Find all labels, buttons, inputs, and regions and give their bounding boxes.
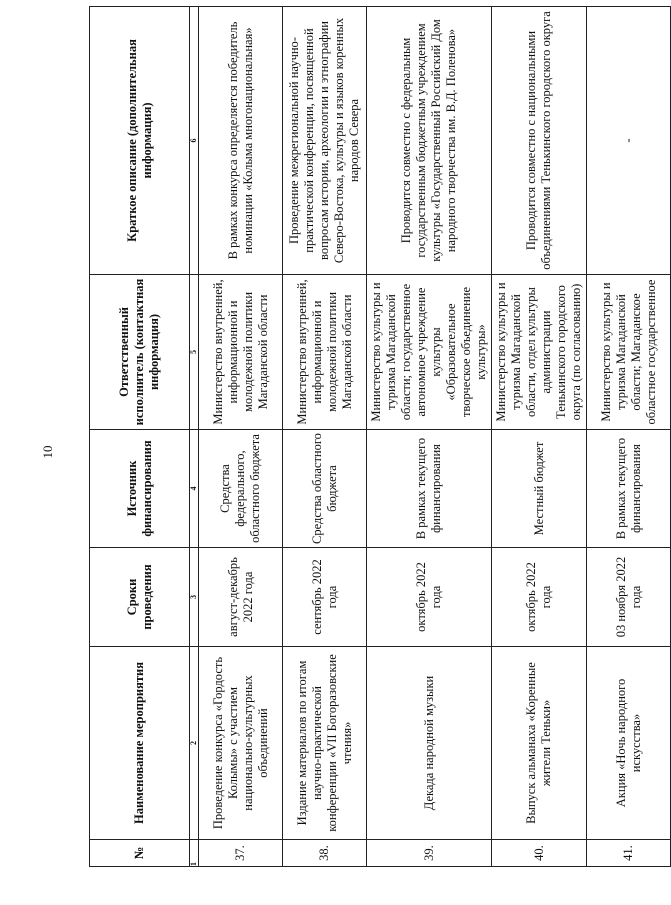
row-description: В рамках конкурса определяется победитель номинации «Колыма многонациональная» (199, 7, 283, 275)
row-dates: октябрь 2022 года (492, 548, 587, 647)
row-dates: сентябрь 2022 года (283, 548, 367, 647)
row-name: Акция «Ночь народного искусства» (587, 647, 671, 840)
table-row (199, 7, 283, 867)
row-source: В рамках текущего финансирования (367, 430, 492, 548)
column-number: 2 (190, 647, 199, 840)
header-executor: Ответственный исполнитель (контактная информация) (90, 275, 190, 430)
rotated-table-wrapper (89, 7, 658, 867)
row-num: 38. (283, 840, 367, 867)
row-name: Издание материалов по итогам научно-практической конференции «VII Богоразовские чтения» (283, 647, 367, 840)
header-source: Источник финансирования (90, 430, 190, 548)
column-number: 3 (190, 548, 199, 647)
row-executor: Министерство культуры и туризма Магаданской области; государственное автономное учреждение культуры «Образовательное творческое объединение культуры» (367, 275, 492, 430)
row-dates: август-декабрь 2022 года (199, 548, 283, 647)
row-name: Декада народной музыки (367, 647, 492, 840)
row-dates: 03 ноября 2022 года (587, 548, 671, 647)
row-source: В рамках текущего финансирования (587, 430, 671, 548)
row-num: 37. (199, 840, 283, 867)
row-dates: октябрь 2022 года (367, 548, 492, 647)
column-number: 6 (190, 7, 199, 275)
page-number: 10 (40, 445, 55, 459)
row-executor: Министерство культуры и туризма Магаданской области; Магаданское областное государственное (587, 275, 671, 430)
table-row (367, 7, 492, 867)
row-num: 41. (587, 840, 671, 867)
events-table (89, 6, 671, 867)
header-num: № (90, 840, 190, 867)
row-description: Проводится совместно с федеральным государственным бюджетным учреждением культуры «Государственный Российский Дом народного творчества им. В.Д. Поленова» (367, 7, 492, 275)
header-description: Краткое описание (дополнительная информация) (90, 7, 190, 275)
row-name: Проведение конкурса «Гордость Колымы» с участием национально-культурных объединений (199, 647, 283, 840)
column-number: 5 (190, 275, 199, 430)
header-name: Наименование мероприятия (90, 647, 190, 840)
row-executor: Министерство внутренней, информационной и молодежной политики Магаданской области (283, 275, 367, 430)
row-description: Проведение межрегиональной научно-практической конференции, посвященной вопросам истории, археологии и этнографии Северо-Востока, культуры и языков коренных народов Севера (283, 7, 367, 275)
header-dates: Сроки проведения (90, 548, 190, 647)
table-row (283, 7, 367, 867)
header-row (90, 7, 190, 867)
row-description: Проводится совместно с национальными объединениями Тенькинского городского округа (492, 7, 587, 275)
row-name: Выпуск альманаха «Коренные жители Теньки» (492, 647, 587, 840)
column-number-row (190, 7, 199, 867)
row-source: Средства областного бюджета (283, 430, 367, 548)
row-num: 39. (367, 840, 492, 867)
column-number: 1 (190, 840, 199, 867)
row-description: - (587, 7, 671, 275)
table-row (587, 7, 671, 867)
row-num: 40. (492, 840, 587, 867)
row-executor: Министерство внутренней, информационной и молодежной политики Магаданской области (199, 275, 283, 430)
table-row (492, 7, 587, 867)
row-executor: Министерство культуры и туризма Магаданской области, отдел культуры администрации Тенькинского городского округа (по согласованию) (492, 275, 587, 430)
row-source: Средства федерального, областного бюджета (199, 430, 283, 548)
row-source: Местный бюджет (492, 430, 587, 548)
column-number: 4 (190, 430, 199, 548)
